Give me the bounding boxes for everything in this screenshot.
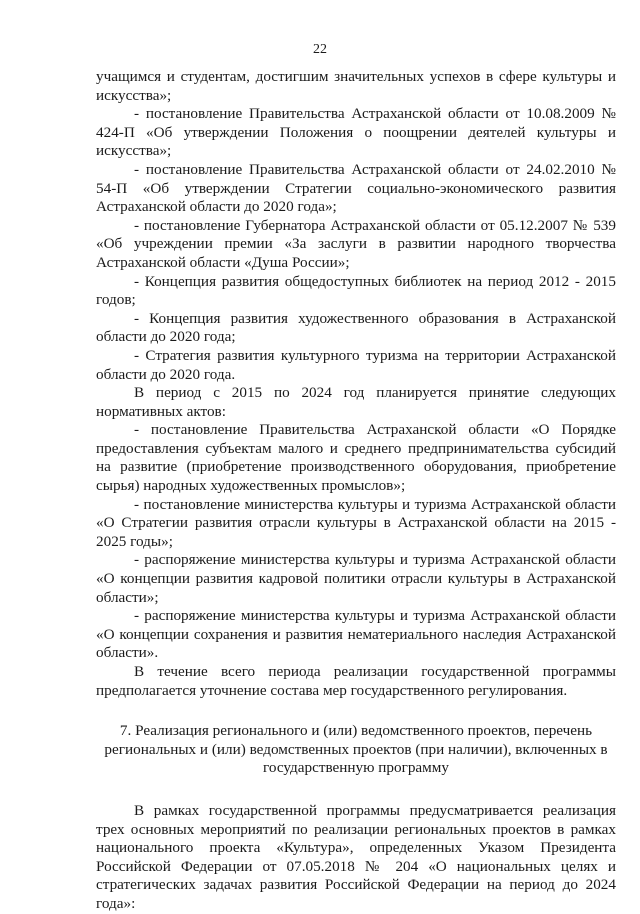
list-item-culture-strategy: - постановление министерства культуры и туризма Астраханской области «О Стратегии развития отрасли культуры в Астраханской области на 2015 - 2025 годы»;	[96, 495, 616, 550]
paragraph-national-project: В рамках государственной программы предусматривается реализация трех основных мероприятий по реализации региональных проектов в рамках национального проекта «Культура», определенных Указом Президента Российской Федерации от 07.05.2018 № 204 «О национальных целях и стратегических задачах развития Российской Федерации на период до 2024 года»:	[96, 801, 616, 912]
list-item-intangible-heritage: - распоряжение министерства культуры и туризма Астраханской области «О концепции сохранения и развития нематериального наследия Астраханской области».	[96, 607, 616, 662]
list-item-resolution-539: - постановление Губернатора Астраханской области от 05.12.2007 № 539 «Об учреждении премии «За заслуги в развитии народного творчества Астраханской области «Душа России»;	[96, 216, 616, 271]
document-body	[96, 68, 616, 914]
list-item-subsidy-procedure: - постановление Правительства Астраханской области «О Порядке предоставления субъектам малого и среднего предпринимательства субсидий на развитие (приобретение производственного оборудования, приобретение сырья) народных художественных промыслов»;	[96, 421, 616, 495]
list-item-art-education-concept: - Концепция развития художественного образования в Астраханской области до 2020 года;	[96, 309, 616, 346]
list-item-personnel-policy: - распоряжение министерства культуры и туризма Астраханской области «О концепции развития кадровой политики отрасли культуры в Астраханской области»;	[96, 551, 616, 606]
list-item-library-concept: - Концепция развития общедоступных библиотек на период 2012 - 2015 годов;	[96, 272, 616, 309]
section-heading: 7. Реализация регионального и (или) ведомственного проектов, перечень региональных и (или) ведомственных проектов (при наличии), включенных в государственную программу	[104, 722, 608, 777]
paragraph-planned-acts-intro: В период с 2015 по 2024 год планируется принятие следующих нормативных актов:	[96, 384, 616, 420]
list-item-resolution-54p: - постановление Правительства Астраханской области от 24.02.2010 № 54-П «Об утверждении Стратегии социально-экономического развития Астраханской области до 2020 года»;	[96, 160, 616, 216]
paragraph-continuation: учащимся и студентам, достигшим значительных успехов в сфере культуры и искусства»;	[96, 68, 616, 104]
list-item-tourism-strategy: - Стратегия развития культурного туризма на территории Астраханской области до 2020 года.	[96, 346, 616, 383]
page-number: 22	[313, 42, 327, 57]
list-item-resolution-424p: - постановление Правительства Астраханской области от 10.08.2009 № 424-П «Об утверждении Положения о поощрении деятелей культуры и искусства»;	[96, 105, 616, 160]
paragraph-regulation-note: В течение всего периода реализации государственной программы предполагается уточнение состава мер государственного регулирования.	[96, 663, 616, 699]
